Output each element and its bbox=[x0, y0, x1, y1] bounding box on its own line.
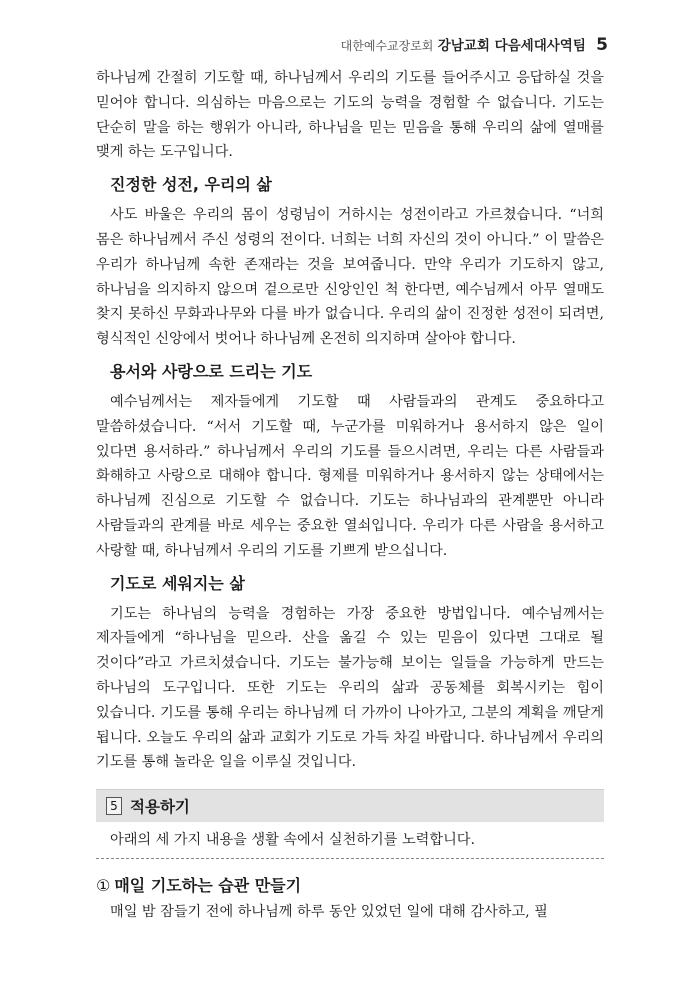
header-org: 대한예수교장로회 bbox=[340, 39, 434, 53]
main-content bbox=[96, 66, 604, 925]
apply-item-heading bbox=[96, 873, 604, 896]
section-heading-true-temple: 진정한 성전, 우리의 삶 bbox=[110, 175, 272, 195]
section-body-true-temple: 사도 바울은 우리의 몸이 성령님이 거하시는 성전이라고 가르쳤습니다. “너희 몸은 하나님께서 주신 성령의 전이다. 너희는 너희 자신의 것이 아니다.” 이 말씀은 우리가 하나님께 속한 존재라는 것을 보여줍니다. 만약 우리가 기도하지 않고, 하나님을 의지하지 않으며 겉으로만 신앙인인 척 한다면, 예수님께서 아무 열매도 찾지 못하신 무화과나무와 다를 바가 없습니다. 우리의 삶이 진정한 성전이 되려면, 형식적인 신앙에서 벗어나 하나님께 온전히 의지하며 살아야 합니다. bbox=[96, 207, 604, 348]
apply-section-header bbox=[96, 789, 604, 822]
running-header bbox=[341, 34, 608, 55]
circled-number-marker: ① bbox=[96, 876, 111, 896]
apply-item-title: 매일 기도하는 습관 만들기 bbox=[114, 876, 302, 896]
apply-intro: 아래의 세 가지 내용을 생활 속에서 실천하기를 노력합니다. bbox=[96, 822, 604, 859]
apply-item-body: 매일 밤 잠들기 전에 하나님께 하루 동안 있었던 일에 대해 감사하고, 필 bbox=[110, 904, 548, 921]
section-heading-forgiveness-prayer: 용서와 사랑으로 드리는 기도 bbox=[110, 361, 313, 381]
intro-paragraph: 하나님께 간절히 기도할 때, 하나님께서 우리의 기도를 들어주시고 응답하실 것을 믿어야 합니다. 의심하는 마음으로는 기도의 능력을 경험할 수 없습니다. 기도는 단순히 말을 하는 행위가 아니라, 하나님을 믿는 믿음을 통해 우리의 삶에 열매를 맺게 하는 도구입니다. bbox=[96, 70, 604, 161]
section-body-forgiveness-prayer: 예수님께서는 제자들에게 기도할 때 사람들과의 관계도 중요하다고 말씀하셨습니다. “서서 기도할 때, 누군가를 미워하거나 용서하지 않은 일이 있다면 용서하라.” 하나님께서 우리의 기도를 들으시려면, 우리는 다른 사람들과 화해하고 사랑으로 대해야 합니다. 형제를 미워하거나 용서하지 않는 상태에서는 하나님께 진심으로 기도할 수 없습니다. 기도는 하나님과의 관계뿐만 아니라 사람들과의 관계를 바로 세우는 중요한 열쇠입니다. 우리가 다른 사람을 용서하고 사랑할 때, 하나님께서 우리의 기도를 기쁘게 받으십니다. bbox=[96, 393, 604, 559]
page-number: 5 bbox=[596, 35, 608, 55]
section-heading-life-built-by-prayer: 기도로 세워지는 삶 bbox=[110, 573, 245, 593]
header-team: 강남교회 다음세대사역팀 bbox=[437, 38, 586, 54]
apply-title: 적용하기 bbox=[130, 798, 190, 817]
section-body-life-built-by-prayer: 기도는 하나님의 능력을 경험하는 가장 중요한 방법입니다. 예수님께서는 제자들에게 “하나님을 믿으라. 산을 옮길 수 있는 믿음이 있다면 그대로 될 것이다”라고 가르치셨습니다. 기도는 불가능해 보이는 일들을 가능하게 만드는 하나님의 도구입니다. 또한 기도는 우리의 삶과 공동체를 회복시키는 힘이 있습니다. 기도를 통해 우리는 하나님께 더 가까이 나아가고, 그분의 계획을 깨닫게 됩니다. 오늘도 우리의 삶과 교회가 기도로 가득 차길 바랍니다. 하나님께서 우리의 기도를 통해 놀라운 일을 이루실 것입니다. bbox=[96, 605, 605, 771]
apply-number-box: 5 bbox=[106, 797, 122, 815]
